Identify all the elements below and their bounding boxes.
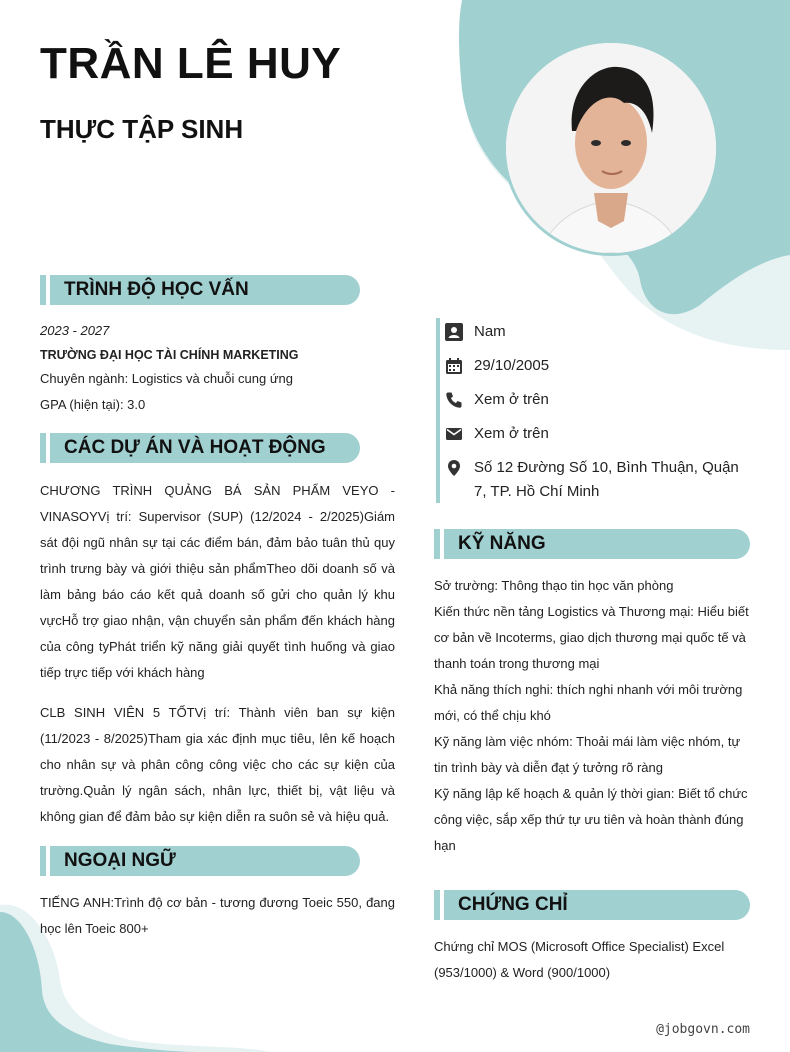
languages-heading-label: NGOẠI NGỮ: [64, 850, 176, 871]
location-icon: [444, 458, 464, 478]
education-heading: [40, 275, 360, 305]
education-school: TRƯỜNG ĐẠI HỌC TÀI CHÍNH MARKETING: [40, 348, 299, 362]
skill-item: Kỹ năng làm việc nhóm: Thoải mái làm việc nhóm, tự tin trình bày và diễn đạt ý tưởng rõ ràng: [434, 734, 741, 775]
education-gpa: GPA (hiện tại): 3.0: [40, 397, 146, 412]
contact-gender: Nam: [474, 323, 506, 340]
contact-divider: [436, 318, 440, 503]
languages-heading: [40, 846, 360, 876]
contact-email-row: [444, 422, 754, 446]
skill-item: Kỹ năng lập kế hoạch & quản lý thời gian: Biết tổ chức công việc, sắp xếp thứ tự ưu tiên và hoàn thành đúng hạn: [434, 786, 748, 853]
skills-heading: [434, 529, 750, 559]
certificate-mos: Chứng chỉ MOS (Microsoft Office Specialist) Excel (953/1000) & Word (900/1000): [434, 939, 725, 980]
contact-email: Xem ở trên: [474, 425, 549, 442]
education-years: 2023 - 2027: [40, 323, 110, 338]
contact-gender-row: [444, 320, 754, 344]
profile-photo: [503, 40, 719, 256]
job-title: THỰC TẬP SINH: [40, 114, 244, 144]
contact-address: Số 12 Đường Số 10, Bình Thuận, Quận 7, TP. Hồ Chí Minh: [474, 459, 739, 500]
project-item-clb: CLB SINH VIÊN 5 TỐTVị trí: Thành viên ban sự kiện (11/2023 - 8/2025)Tham gia xác định mục tiêu, lên kế hoạch cho nhân sự và phân công công việc cho các sự kiện của trường.Quản lý ngân sách, nhân lực, thiết bị, vật liệu và không gian để đảm bảo sự kiện diễn ra suôn sẻ và hiệu quả.: [40, 705, 395, 824]
mail-icon: [444, 424, 464, 444]
language-english: TIẾNG ANH:Trình độ cơ bản - tương đương Toeic 550, đang học lên Toeic 800+: [40, 895, 395, 936]
projects-heading-label: CÁC DỰ ÁN VÀ HOẠT ĐỘNG: [64, 437, 326, 458]
project-item-veyo: CHƯƠNG TRÌNH QUẢNG BÁ SẢN PHẨM VEYO - VINASOYVị trí: Supervisor (SUP) (12/2024 - 2/2025)Giám sát đội ngũ nhân sự tại các điểm bán, đảm bảo tuân thủ quy trình trưng bày và giới thiệu sản phẩmTheo dõi doanh số và làm bảng báo cáo kết quả doanh số gửi cho quản lý khu vựcHỗ trợ giao nhận, vận chuyển sản phẩm đến khách hàng của công tyPhát triển kỹ năng giải quyết tình huống và giao tiếp trực tiếp với khách hàng: [40, 483, 395, 680]
phone-icon: [444, 390, 464, 410]
candidate-name: TRẦN LÊ HUY: [40, 39, 342, 88]
certificates-heading: [434, 890, 750, 920]
avatar-illustration: [506, 43, 716, 253]
contact-phone-row: [444, 388, 754, 412]
skills-heading-label: KỸ NĂNG: [458, 533, 546, 554]
certificates-heading-label: CHỨNG CHỈ: [458, 894, 568, 915]
contact-phone: Xem ở trên: [474, 391, 549, 408]
projects-heading: [40, 433, 360, 463]
person-icon: [444, 322, 464, 342]
calendar-icon: [444, 356, 464, 376]
skill-item: Sở trường: Thông thạo tin học văn phòng: [434, 578, 674, 593]
contact-dob: 29/10/2005: [474, 357, 550, 374]
education-major: Chuyên ngành: Logistics và chuỗi cung ứng: [40, 371, 293, 386]
footer-watermark: @jobgovn.com: [656, 1022, 750, 1037]
education-heading-label: TRÌNH ĐỘ HỌC VẤN: [64, 279, 249, 300]
contact-address-row: [444, 456, 754, 504]
skill-item: Khả năng thích nghi: thích nghi nhanh với môi trường mới, có thể chịu khó: [434, 682, 743, 723]
contact-dob-row: [444, 354, 754, 378]
skill-item: Kiến thức nền tảng Logistics và Thương mại: Hiểu biết cơ bản về Incoterms, giao dịch thương mại quốc tế và thanh toán trong thương mại: [434, 604, 749, 671]
